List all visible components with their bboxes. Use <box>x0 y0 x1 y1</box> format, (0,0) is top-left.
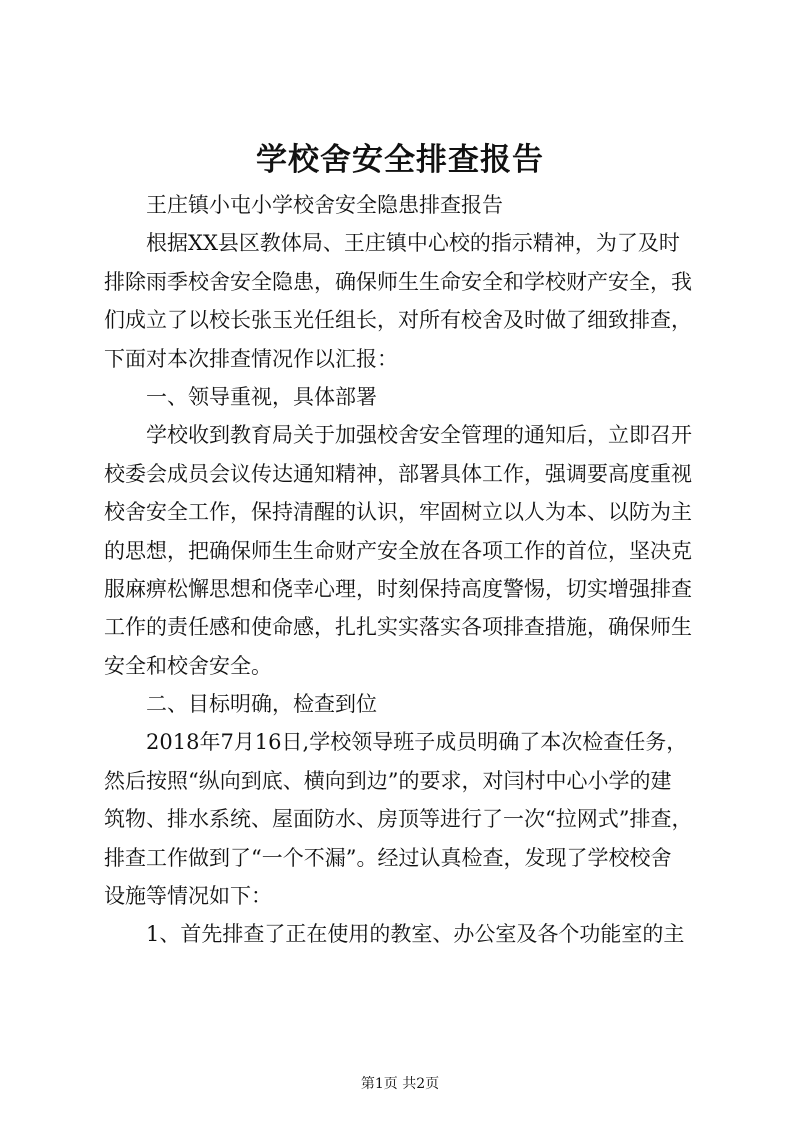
subtitle-line: 王庄镇小屯小学校舍安全隐患排查报告 <box>146 193 503 217</box>
paragraph-line: 2018年7月16日,学校领导班子成员明确了本次检查任务， <box>146 730 688 755</box>
section-heading: 二、目标明确，检查到位 <box>146 692 377 717</box>
paragraph-line: 工作的责任感和使命感，扎扎实实落实各项排查措施，确保师生 <box>104 615 692 640</box>
paragraph-line: 学校收到教育局关于加强校舍安全管理的通知后，立即召开 <box>146 423 692 448</box>
paragraph-line: 设施等情况如下： <box>104 884 272 909</box>
paragraph-line: 1、首先排查了正在使用的教室、办公室及各个功能室的主 <box>146 922 685 947</box>
document-title: 学校舍安全排查报告 <box>256 142 544 178</box>
paragraph-line: 服麻痹松懈思想和侥幸心理，时刻保持高度警惕，切实增强排查 <box>104 576 692 601</box>
paragraph-line: 的思想，把确保师生生命财产安全放在各项工作的首位，坚决克 <box>104 538 692 563</box>
paragraph-line: 排除雨季校舍安全隐患，确保师生生命安全和学校财产安全，我 <box>104 269 692 294</box>
paragraph-line: 然后按照“纵向到底、横向到边”的要求，对闫村中心小学的建 <box>104 768 672 793</box>
paragraph-line: 根据XX县区教体局、王庄镇中心校的指示精神，为了及时 <box>146 231 680 256</box>
paragraph-line: 校委会成员会议传达通知精神，部署具体工作，强调要高度重视 <box>104 461 692 486</box>
paragraph-line: 下面对本次排查情况作以汇报： <box>104 346 398 371</box>
paragraph-line: 们成立了以校长张玉光任组长，对所有校舍及时做了细致排查， <box>104 308 692 333</box>
paragraph-line: 安全和校舍安全。 <box>104 653 272 678</box>
section-heading: 一、领导重视，具体部署 <box>146 384 377 409</box>
paragraph-line: 排查工作做到了“一个不漏”。经过认真检查，发现了学校校舍 <box>104 845 672 870</box>
paragraph-line: 校舍安全工作，保持清醒的认识，牢固树立以人为本、以防为主 <box>104 500 692 525</box>
page-footer: 第1页 共2页 <box>360 1076 440 1092</box>
document-body <box>104 186 698 954</box>
paragraph-line: 筑物、排水系统、屋面防水、房顶等进行了一次“拉网式”排查， <box>104 807 693 832</box>
